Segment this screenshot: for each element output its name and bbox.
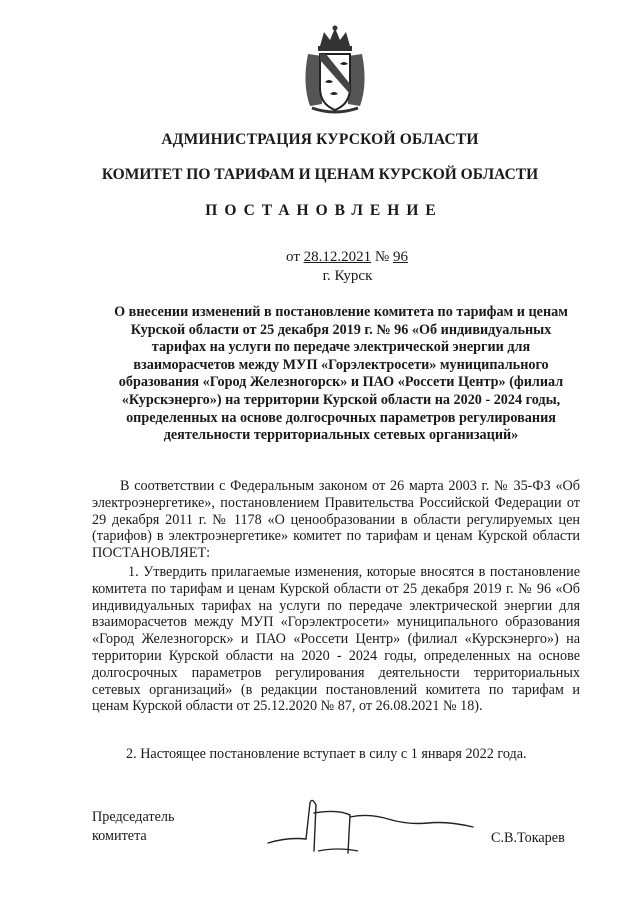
signatory-name: С.В.Токарев — [491, 830, 565, 846]
document-number: 96 — [392, 249, 408, 265]
document-city: г. Курск — [322, 268, 373, 284]
coat-of-arms-icon — [300, 24, 370, 116]
position-line-1: Председатель — [92, 809, 175, 825]
preamble-paragraph: В соответствии с Федеральным законом от 26 марта 2003 г. № 35-ФЗ «Об электроэнергетике», постановлением Правительства Российской Федерации от 29 декабря 2011 г. № 1178 «О ценообразовании в области регулируемых цен (тарифов) в электроэнергетике» комитет по тарифам и ценам Курской области ПОСТАНОВЛЯЕТ: — [92, 478, 580, 562]
item-2-paragraph: 2. Настоящее постановление вступает в силу с 1 января 2022 года. — [126, 746, 527, 762]
document-type-heading: ПОСТАНОВЛЕНИЕ — [205, 202, 443, 219]
number-prefix: № — [374, 249, 390, 265]
document-date: 28.12.2021 — [303, 249, 372, 265]
signatory-position — [92, 808, 174, 846]
position-line-2: комитета — [92, 828, 147, 844]
administration-heading: АДМИНИСТРАЦИЯ КУРСКОЙ ОБЛАСТИ — [161, 131, 479, 148]
date-prefix: от — [286, 249, 300, 265]
document-date-line — [0, 249, 640, 266]
handwritten-signature-icon — [258, 793, 488, 859]
document-title: О внесении изменений в постановление комитета по тарифам и ценам Курской области от 25 декабря 2019 г. № 96 «Об индивидуальных тарифах на услуги по передаче электрической энергии для взаиморасчетов между МУП «Горэлектросети» муниципального образования «Город Железногорск» и ПАО «Россети Центр» (филиал «Курскэнерго») на территории Курской области на 2020 - 2024 годы, определенных на основе долгосрочных параметров регулирования деятельности территориальных сетевых организаций» — [114, 304, 568, 444]
item-1-paragraph: 1. Утвердить прилагаемые изменения, которые вносятся в постановление комитета по тарифам и ценам Курской области от 25 декабря 2019 г. № 96 «Об индивидуальных тарифах на услуги по передаче электрической энергии для взаиморасчетов между МУП «Горэлектросети» муниципального образования «Город Железногорск» и ПАО «Россети Центр» (филиал «Курскэнерго») на территории Курской области на 2020 - 2024 годы, определенных на основе долгосрочных параметров регулирования деятельности территориальных сетевых организаций» (в редакции постановлений комитета по тарифам и ценам Курской области от 25.12.2020 № 87, от 26.08.2021 № 18). — [92, 564, 580, 715]
committee-heading: КОМИТЕТ ПО ТАРИФАМ И ЦЕНАМ КУРСКОЙ ОБЛАСТИ — [101, 166, 539, 183]
